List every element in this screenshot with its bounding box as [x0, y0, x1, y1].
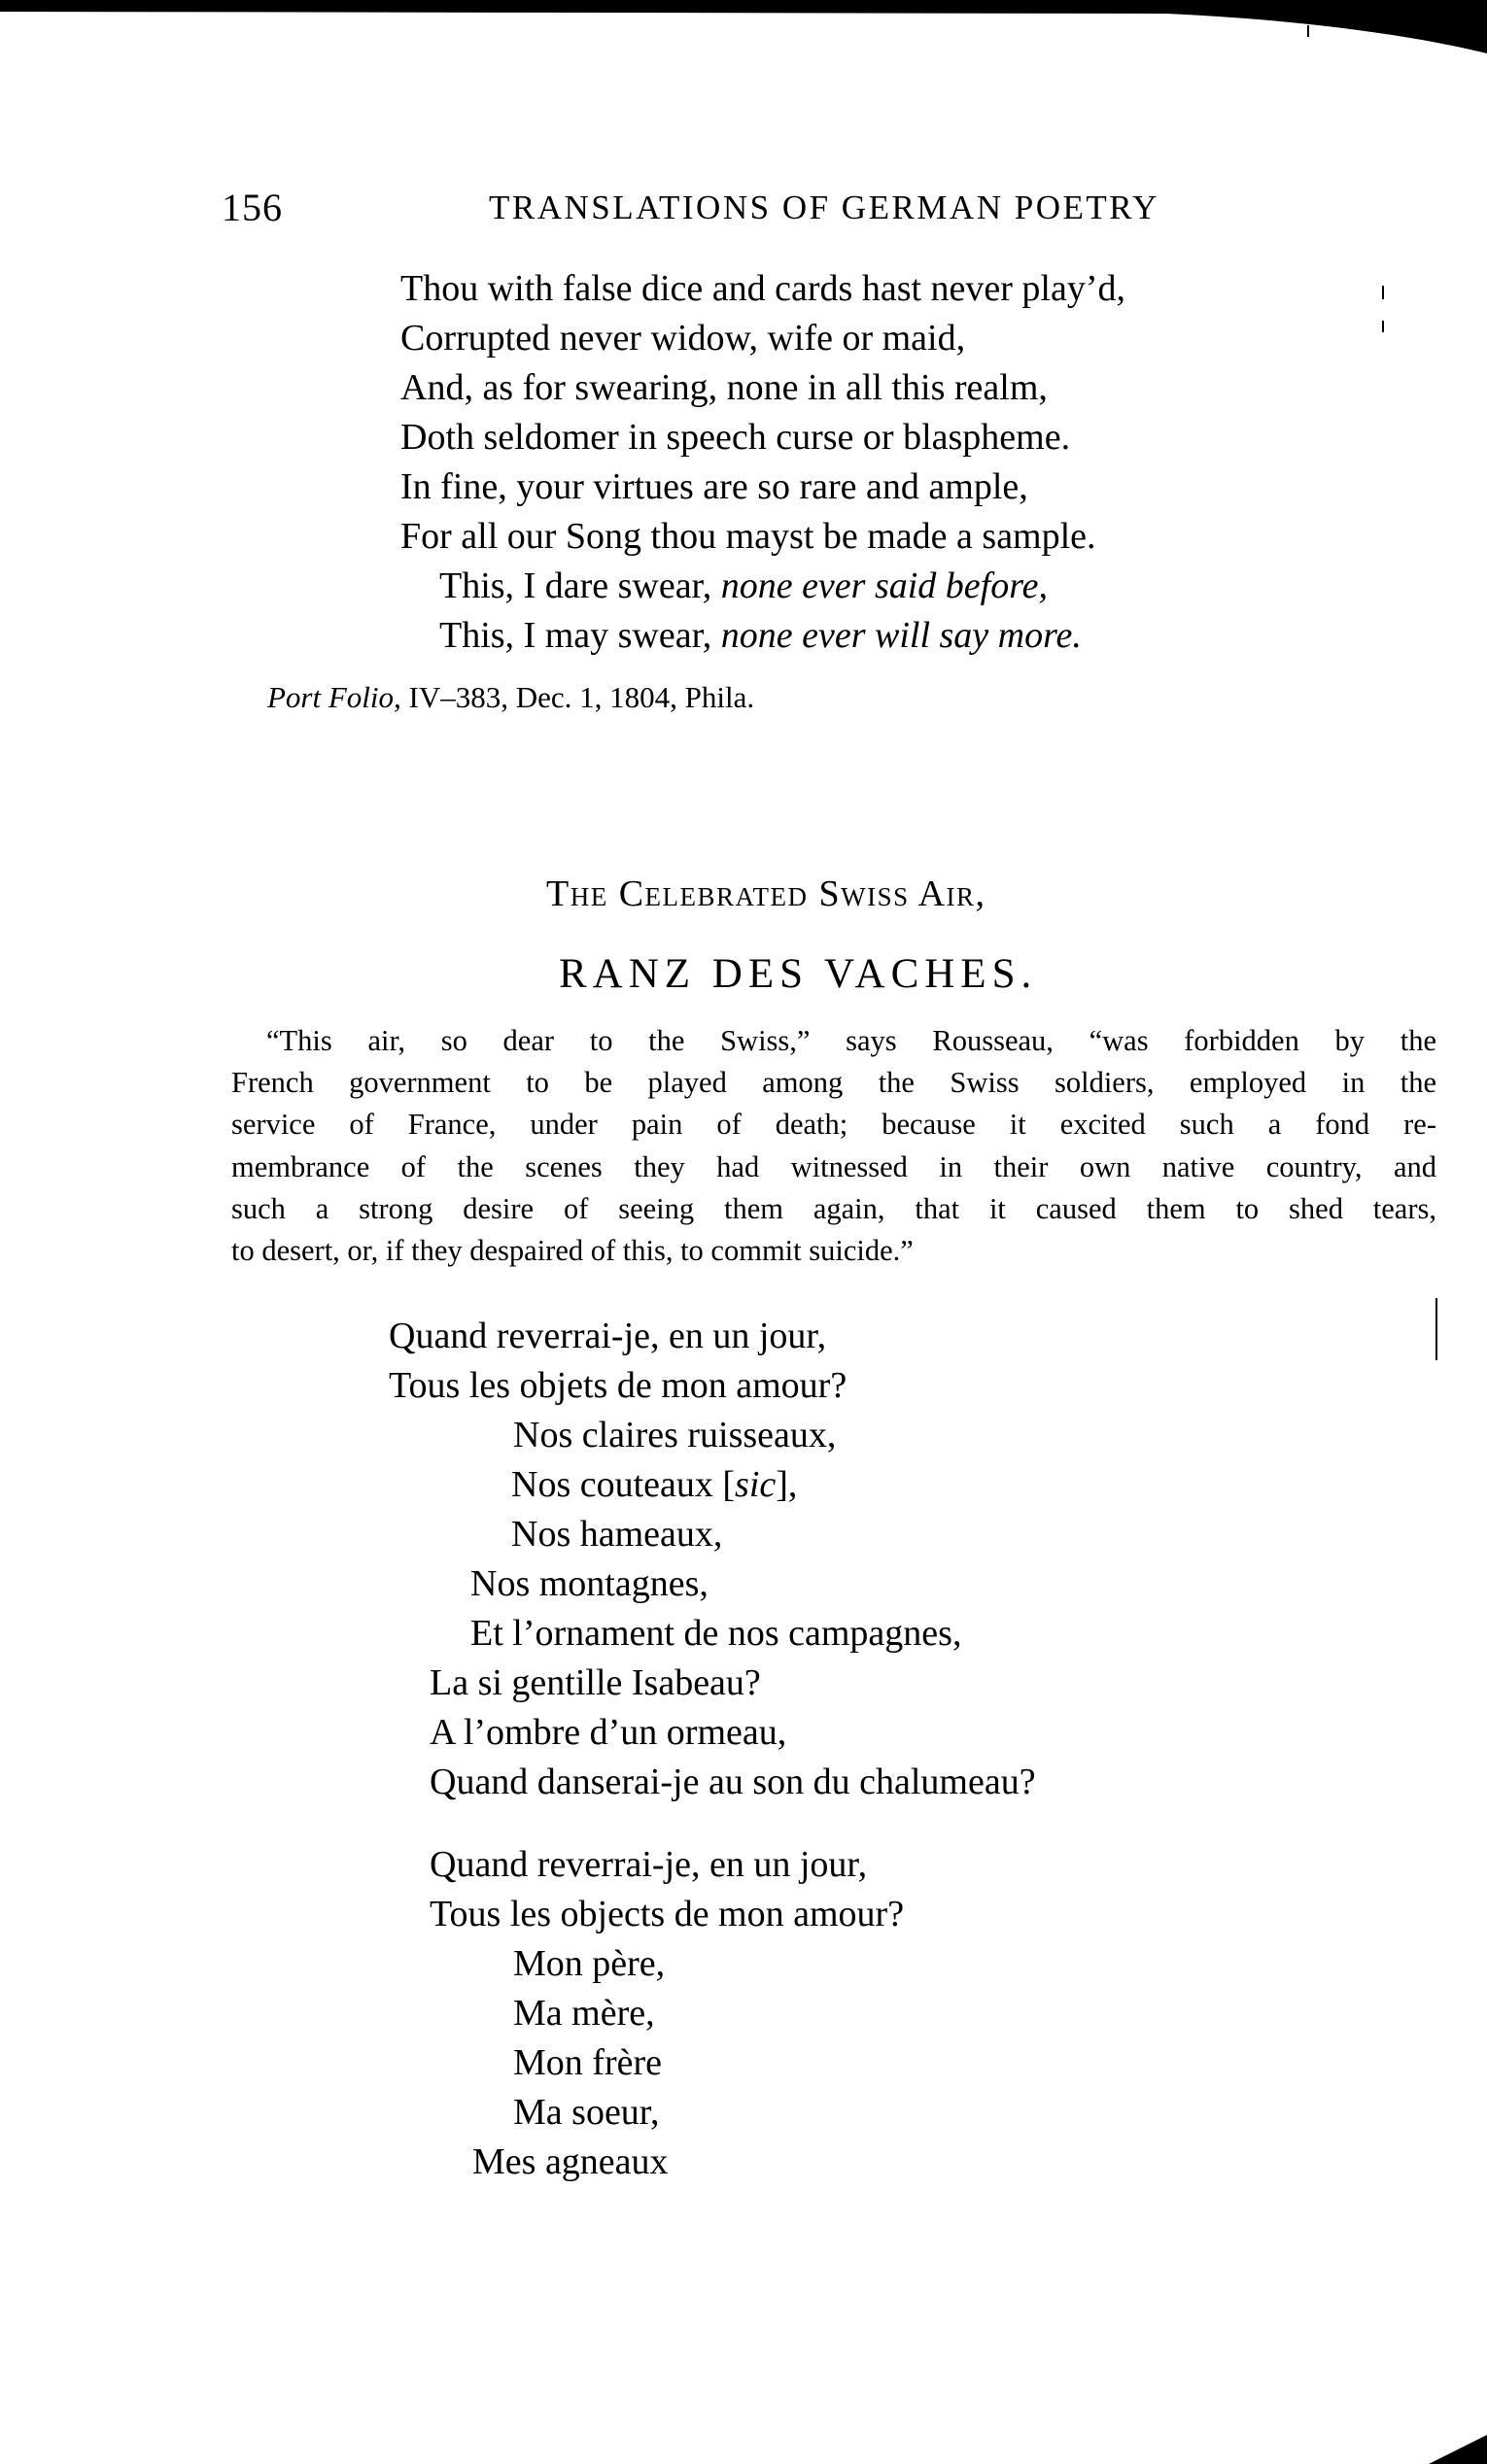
prose-line: membrance of the scenes they had witnessed in their own native country, and — [231, 1149, 1436, 1183]
verse-line: Quand reverrai-je, en un jour, — [389, 1316, 827, 1356]
verse-line: Ma mère, — [513, 1993, 655, 2034]
verse-line: A l’ombre d’un ormeau, — [430, 1712, 787, 1753]
verse-line: La si gentille Isabeau? — [430, 1662, 761, 1703]
verse-line: Nos montagnes, — [470, 1563, 709, 1604]
scan-mark — [1382, 321, 1384, 332]
scan-border-bottom-right — [1429, 2435, 1487, 2464]
verse-line: Tous les objects de mon amour? — [430, 1894, 905, 1934]
verse-line: Quand danserai-je au son du chalumeau? — [430, 1762, 1036, 1802]
verse-line: Et l’ornament de nos campagnes, — [470, 1613, 962, 1654]
verse-line: For all our Song thou mayst be made a sample. — [400, 516, 1096, 557]
source-citation — [267, 680, 754, 715]
verse-line: Quand reverrai-je, en un jour, — [430, 1844, 868, 1885]
scan-mark — [1382, 286, 1384, 299]
verse-text: Nos couteaux [ — [511, 1464, 736, 1505]
section-subtitle: The Celebrated Swiss Air, — [546, 873, 986, 914]
verse-line: In fine, your virtues are so rare and ample, — [400, 466, 1028, 507]
citation-journal: Port Folio, — [267, 680, 401, 714]
verse-line: Mes agneaux — [472, 2141, 669, 2182]
verse-text: ], — [776, 1464, 798, 1505]
poem-ending — [400, 264, 1125, 661]
verse-line: Thou with false dice and cards hast never play’d, — [400, 268, 1126, 309]
scan-mark — [1307, 25, 1309, 37]
verse-line: Tous les objets de mon amour? — [389, 1365, 847, 1406]
closing-roman: This, I may swear, — [439, 615, 721, 656]
scan-border-top — [0, 0, 1487, 58]
closing-couplet-line — [400, 562, 1125, 611]
intro-paragraph — [231, 1020, 1436, 1272]
verse-line: Mon frère — [513, 2042, 662, 2083]
closing-couplet-line — [400, 611, 1125, 661]
prose-line: such a strong desire of seeing them again, that it caused them to shed tears, — [231, 1191, 1436, 1225]
song-stanza-1 — [389, 1312, 1036, 1807]
prose-line: “This air, so dear to the Swiss,” says Rousseau, “was forbidden by the — [266, 1024, 1436, 1057]
verse-line: Corrupted never widow, wife or maid, — [400, 318, 966, 359]
prose-line: service of France, under pain of death; because it excited such a fond re- — [231, 1108, 1436, 1142]
verse-line: Nos claires ruisseaux, — [513, 1415, 837, 1455]
verse-line — [389, 1460, 1036, 1510]
section-title: RANZ DES VACHES. — [559, 951, 1038, 997]
closing-italic: none ever said before, — [720, 565, 1048, 606]
citation-details: IV–383, Dec. 1, 1804, Phila. — [400, 680, 755, 714]
verse-line: Ma soeur, — [513, 2092, 660, 2133]
sic-annotation: sic — [735, 1464, 777, 1505]
running-head — [222, 185, 1223, 233]
closing-italic: none ever will say more. — [720, 615, 1082, 656]
prose-line: to desert, or, if they despaired of this, to commit suicide.” — [231, 1234, 914, 1268]
page-number: 156 — [222, 186, 283, 229]
scan-mark — [1435, 1298, 1437, 1360]
closing-roman: This, I dare swear, — [439, 565, 721, 606]
verse-line: Nos hameaux, — [511, 1514, 723, 1555]
verse-line: And, as for swearing, none in all this realm, — [400, 367, 1048, 408]
prose-line: French government to be played among the Swiss soldiers, employed in the — [231, 1066, 1436, 1100]
verse-line: Mon père, — [513, 1943, 666, 1984]
song-stanza-2 — [430, 1840, 904, 2187]
running-head-title: TRANSLATIONS OF GERMAN POETRY — [489, 188, 1159, 226]
verse-line: Doth seldomer in speech curse or blaspheme. — [400, 417, 1071, 458]
